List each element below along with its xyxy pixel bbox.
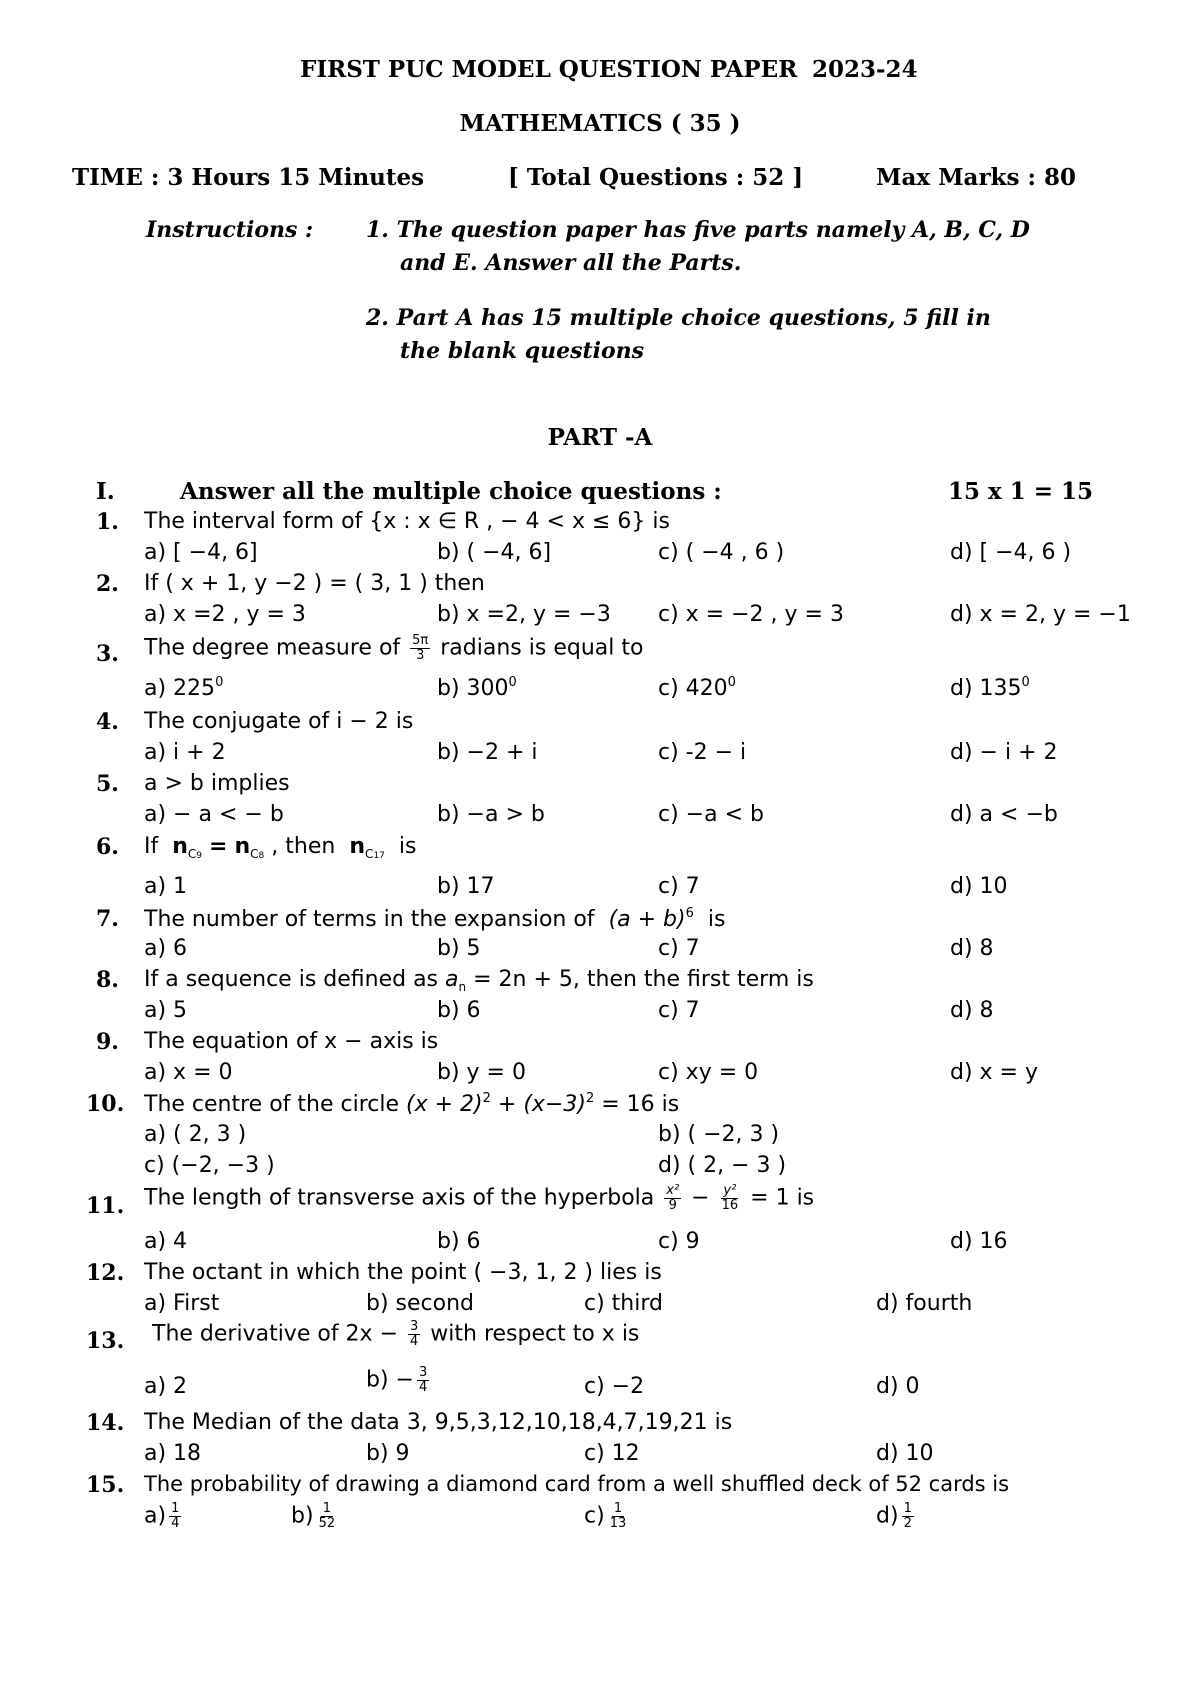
fraction: $\frac{1}{13}$: [609, 1501, 627, 1531]
instruction-2-line1: 2. Part A has 15 multiple choice questions, 5 fill in: [366, 305, 991, 331]
question-text: The interval form of {x : x ∈ R , − 4 < x ≤ 6} is: [144, 509, 670, 534]
question-number: 14.: [86, 1410, 125, 1436]
option-a: a) 18: [144, 1441, 202, 1466]
option-b: b) −2 + i: [437, 740, 538, 765]
option-d: d) x = y: [950, 1060, 1038, 1085]
instruction-1-line1: 1. The question paper has five parts namely A, B, C, D: [366, 217, 1030, 243]
fraction: $\frac{1}{52}$: [318, 1501, 336, 1531]
option-a: a) 5: [144, 998, 188, 1023]
paper-year: 2023-24: [812, 56, 918, 83]
option-d: d) fourth: [876, 1291, 973, 1316]
option-a: a) i + 2: [144, 740, 226, 765]
option-d: d) 0: [876, 1374, 920, 1399]
question-text: The derivative of 2x − $\frac{3}{4}$ with respect to x is: [152, 1319, 640, 1349]
option-a: a) − a < − b: [144, 802, 284, 827]
question-text: If $n_{C9} = n_{C8}$ , then $n_{C17}$ is: [144, 834, 417, 861]
option-a: a) 2: [144, 1374, 188, 1399]
fraction: $\frac{3}{4}$: [410, 1319, 419, 1349]
fraction: $\frac{1}{2}$: [903, 1501, 912, 1531]
question-number: 12.: [86, 1260, 125, 1286]
fraction: $\frac{\text{y²}}{16}$: [721, 1183, 739, 1213]
option-d: d) x = 2, y = −1: [950, 602, 1131, 627]
option-a: a) x = 0: [144, 1060, 233, 1085]
option-c: c) third: [584, 1291, 663, 1316]
question-number: 4.: [96, 709, 119, 735]
option-b: b) x =2, y = −3: [437, 602, 611, 627]
option-a: a) ( 2, 3 ): [144, 1122, 247, 1147]
option-a: a) 6: [144, 936, 188, 961]
option-c: c) ( −4 , 6 ): [658, 540, 785, 565]
option-d: d) ( 2, − 3 ): [658, 1153, 787, 1178]
option-d: d) 16: [950, 1229, 1008, 1254]
option-b: b) 6: [437, 998, 481, 1023]
option-b: b) 6: [437, 1229, 481, 1254]
fraction: $\frac{5\pi}{3}$: [412, 633, 429, 663]
option-a: a) [ −4, 6]: [144, 540, 258, 565]
question-number: 6.: [96, 834, 119, 860]
option-b: b) second: [366, 1291, 475, 1316]
option-d: d) − i + 2: [950, 740, 1058, 765]
option-a: a) $\frac{1}{4}$: [144, 1501, 180, 1531]
option-b: b) −a > b: [437, 802, 545, 827]
question-number: 8.: [96, 967, 119, 993]
question-number: 13.: [86, 1328, 125, 1354]
option-c: c) 7: [658, 874, 700, 899]
fraction: $\frac{\text{x²}}{9}$: [666, 1183, 680, 1213]
option-b: b) ( −2, 3 ): [658, 1122, 780, 1147]
instruction-1-line2: and E. Answer all the Parts.: [400, 250, 742, 276]
option-c: c) 12: [584, 1441, 640, 1466]
option-b: b) − $\frac{3}{4}$: [366, 1365, 428, 1395]
time-info: TIME : 3 Hours 15 Minutes: [72, 164, 425, 191]
instruction-2-line2: the blank questions: [400, 338, 645, 364]
question-number: 3.: [96, 641, 119, 667]
option-d: d) 8: [950, 998, 994, 1023]
instructions-label: Instructions :: [146, 217, 314, 243]
option-b: b) 17: [437, 874, 495, 899]
option-a: a) First: [144, 1291, 220, 1316]
option-b: b) ( −4, 6]: [437, 540, 552, 565]
option-d: d) [ −4, 6 ): [950, 540, 1072, 565]
option-c: c) −2: [584, 1374, 645, 1399]
question-text: The degree measure of $\frac{5\pi}{3}$ radians is equal to: [144, 633, 644, 663]
subject-title: MATHEMATICS ( 35 ): [459, 110, 741, 137]
option-c: c) (−2, −3 ): [144, 1153, 275, 1178]
option-b: b) y = 0: [437, 1060, 526, 1085]
question-number: 11.: [86, 1193, 125, 1219]
option-c: c) −a < b: [658, 802, 764, 827]
question-text: The length of transverse axis of the hyperbola $\frac{\text{x²}}{9}$ − $\frac{\text{y²}}{16}$ = 1 is: [144, 1183, 815, 1213]
option-c: c) xy = 0: [658, 1060, 759, 1085]
option-c: c) 7: [658, 936, 700, 961]
fraction: $\frac{3}{4}$: [418, 1365, 428, 1395]
option-b: b) $\frac{1}{52}$: [291, 1501, 336, 1531]
question-text: The Median of the data 3, 9,5,3,12,10,18,4,7,19,21 is: [144, 1410, 733, 1435]
question-text: a > b implies: [144, 771, 290, 796]
question-text: The centre of the circle $(x + 2)^2 + (x-3)^2 = 16$ is: [144, 1091, 680, 1117]
question-number: 1.: [96, 509, 119, 535]
fraction: $\frac{1}{4}$: [171, 1501, 180, 1531]
option-c: c) $\frac{1}{13}$: [584, 1501, 627, 1531]
option-c: c) 9: [658, 1229, 700, 1254]
question-text: If ( x + 1, y −2 ) = ( 3, 1 ) then: [144, 571, 485, 596]
question-number: 10.: [86, 1091, 125, 1117]
option-b: b) 5: [437, 936, 481, 961]
section-number: I.: [96, 478, 115, 505]
option-d: d) 8: [950, 936, 994, 961]
option-b: b) $300^0$: [437, 675, 517, 701]
option-d: d) $135^0$: [950, 675, 1030, 701]
question-text: The equation of x − axis is: [144, 1029, 439, 1054]
total-questions: [ Total Questions : 52 ]: [508, 164, 804, 191]
max-marks: Max Marks : 80: [876, 164, 1076, 191]
section-title: Answer all the multiple choice questions :: [180, 478, 722, 505]
part-a-heading: PART -A: [547, 424, 653, 451]
question-number: 7.: [96, 906, 119, 932]
question-text: The octant in which the point ( −3, 1, 2 ) lies is: [144, 1260, 662, 1285]
option-c: c) $420^0$: [658, 675, 736, 701]
question-number: 5.: [96, 771, 119, 797]
question-text: If a sequence is defined as $a_n = 2n + 5$, then the first term is: [144, 967, 814, 994]
option-c: c) -2 − i: [658, 740, 747, 765]
question-number: 15.: [86, 1472, 125, 1498]
paper-title: FIRST PUC MODEL QUESTION PAPER: [300, 56, 798, 83]
option-c: c) 7: [658, 998, 700, 1023]
question-text: The number of terms in the expansion of $(a + b)^6$ is: [144, 906, 726, 932]
option-a: a) 4: [144, 1229, 188, 1254]
section-marks: 15 x 1 = 15: [948, 478, 1094, 505]
option-a: a) $225^0$: [144, 675, 224, 701]
option-c: c) x = −2 , y = 3: [658, 602, 844, 627]
option-a: a) x =2 , y = 3: [144, 602, 306, 627]
option-d: d) 10: [950, 874, 1008, 899]
option-d: d) $\frac{1}{2}$: [876, 1501, 912, 1531]
option-d: d) a < −b: [950, 802, 1058, 827]
question-number: 2.: [96, 571, 119, 597]
option-b: b) 9: [366, 1441, 410, 1466]
option-d: d) 10: [876, 1441, 934, 1466]
option-a: a) 1: [144, 874, 188, 899]
question-text: The probability of drawing a diamond card from a well shuffled deck of 52 cards is: [144, 1472, 1010, 1496]
question-text: The conjugate of i − 2 is: [144, 709, 414, 734]
question-number: 9.: [96, 1029, 119, 1055]
